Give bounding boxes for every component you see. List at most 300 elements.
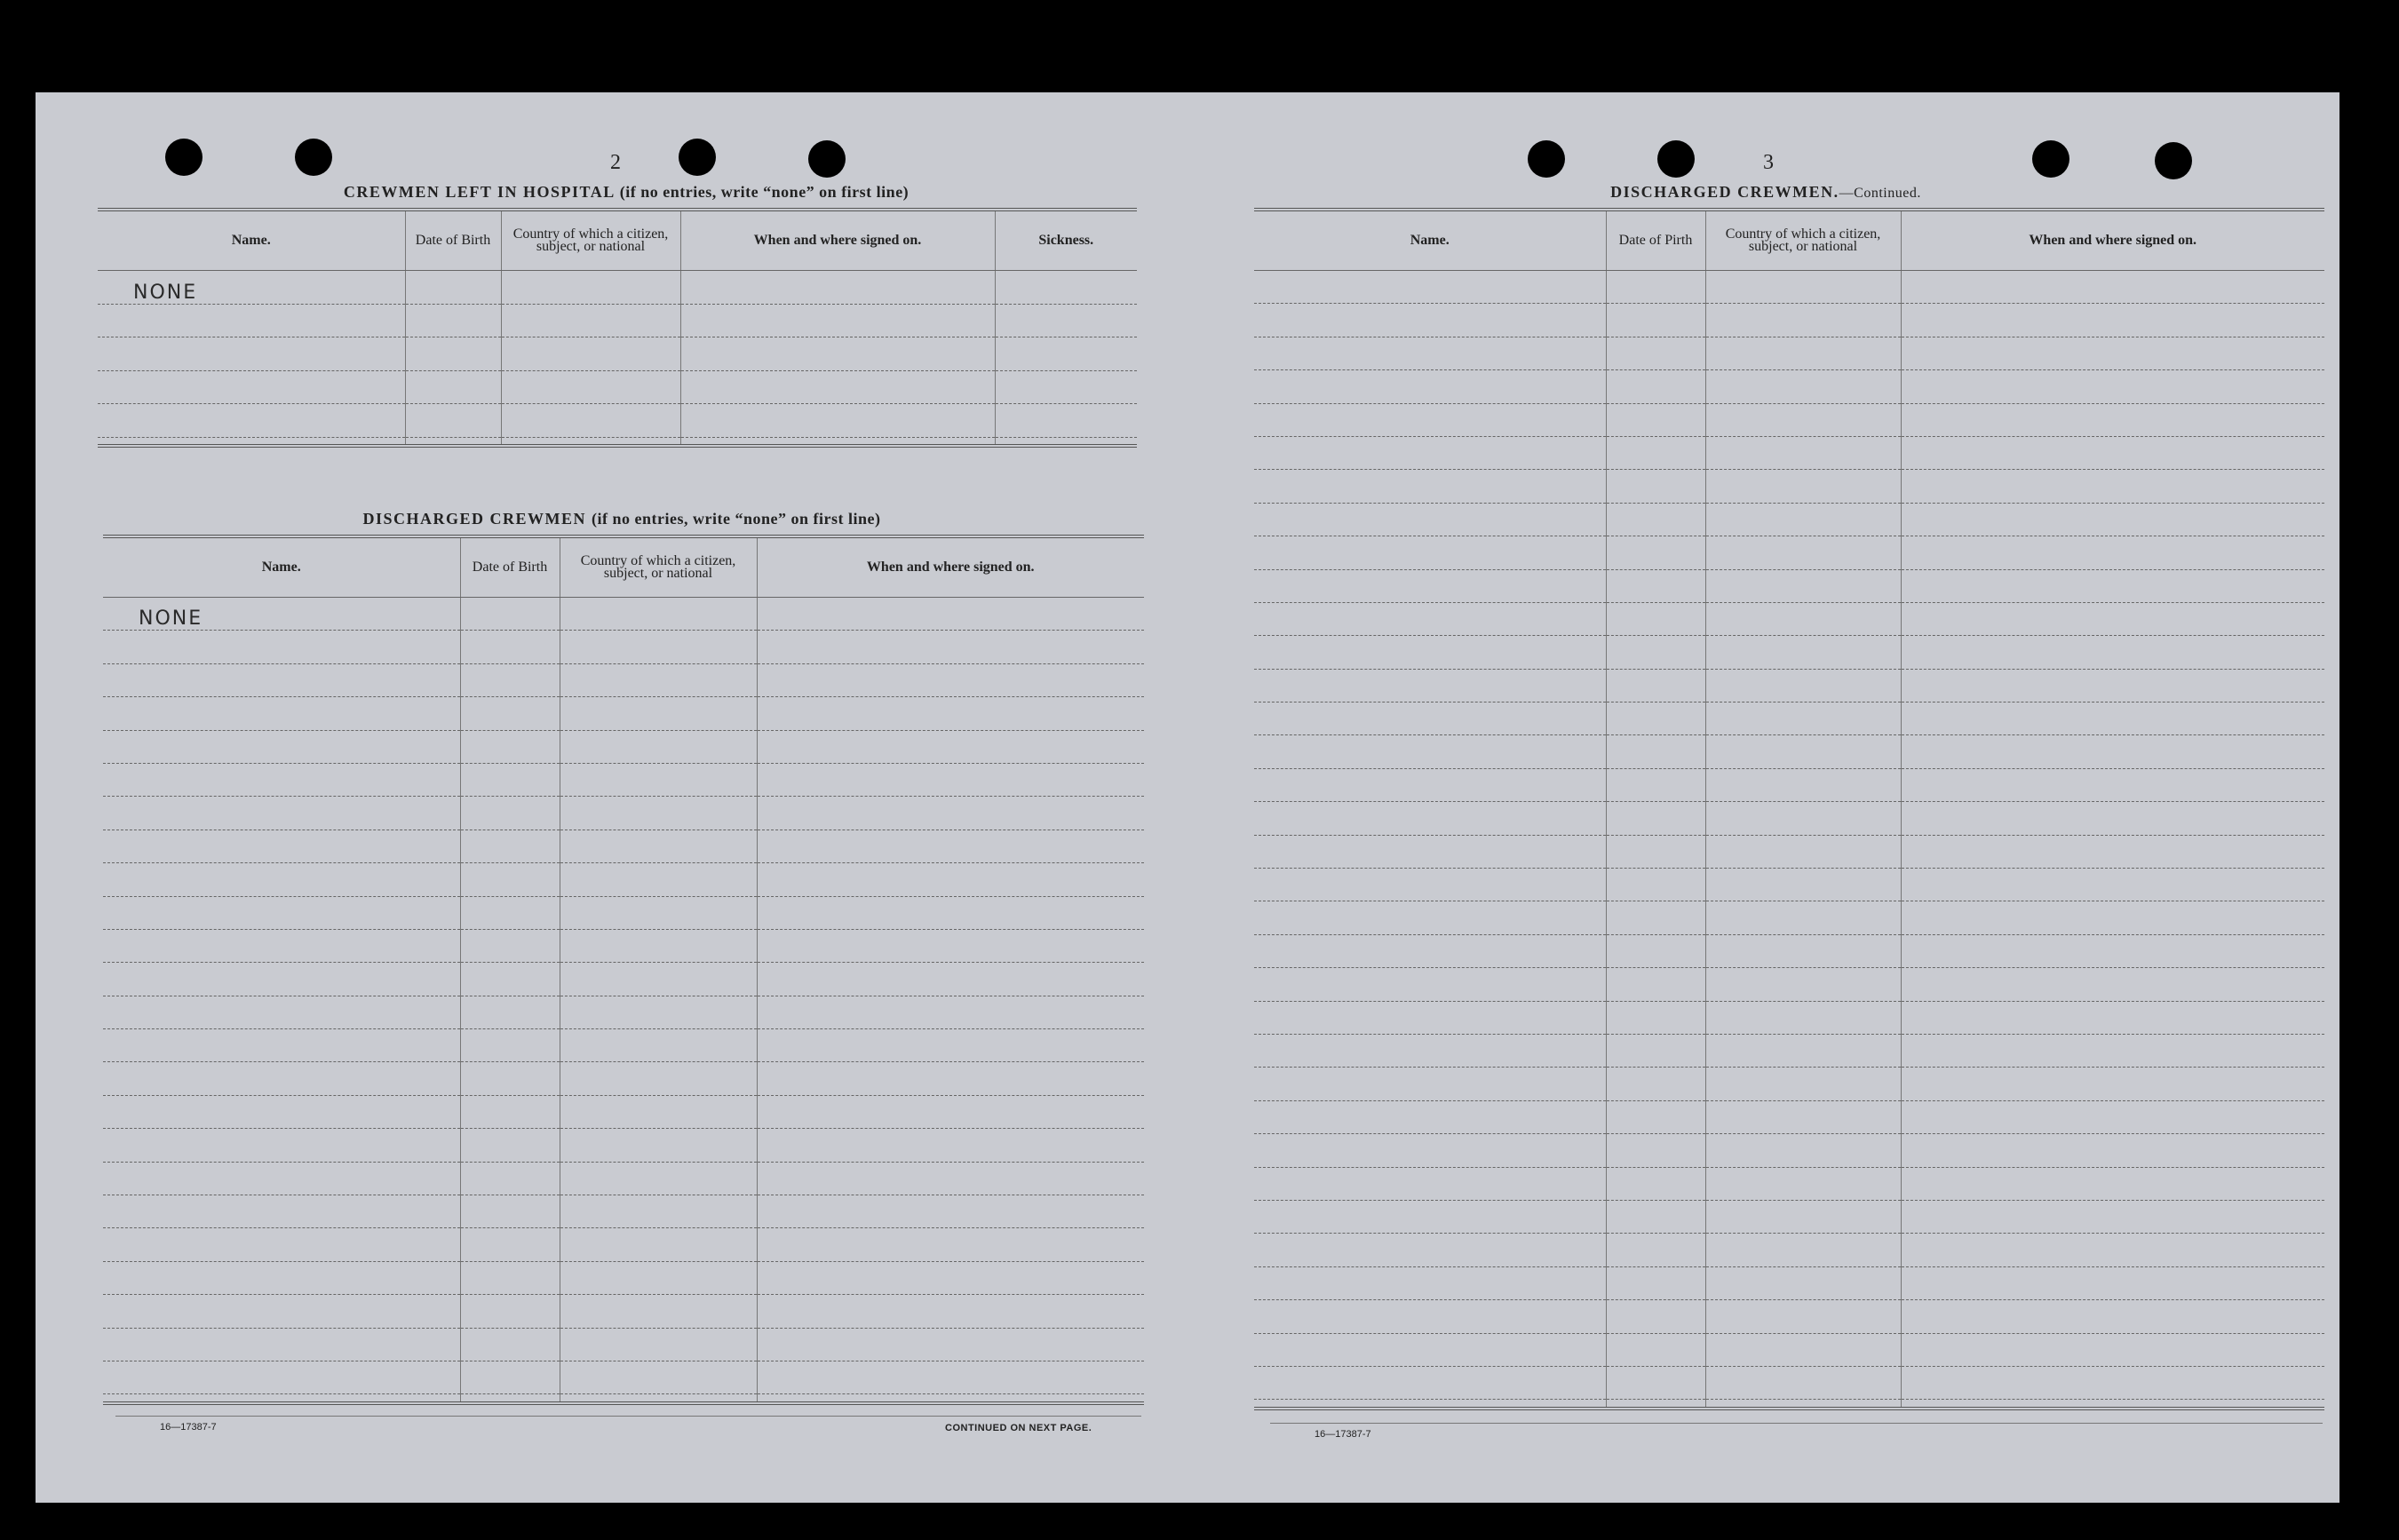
table-row bbox=[1254, 669, 2324, 702]
table-cell[interactable] bbox=[460, 1095, 560, 1128]
table-cell[interactable] bbox=[1705, 271, 1901, 304]
table-cell[interactable] bbox=[1901, 1100, 2324, 1133]
table-cell[interactable] bbox=[1901, 636, 2324, 669]
table-row bbox=[1254, 735, 2324, 768]
table-cell[interactable] bbox=[103, 963, 460, 996]
table-row bbox=[1254, 768, 2324, 801]
table-cell[interactable] bbox=[560, 797, 757, 830]
table-cell[interactable] bbox=[560, 598, 757, 631]
table-cell[interactable] bbox=[680, 370, 995, 404]
page-number-right: 3 bbox=[1763, 151, 1774, 174]
table-row bbox=[103, 896, 1144, 929]
table-row bbox=[98, 304, 1137, 337]
table-row bbox=[1254, 1167, 2324, 1200]
table-cell[interactable] bbox=[757, 963, 1144, 996]
punch-hole bbox=[2155, 142, 2192, 179]
table-cell[interactable] bbox=[995, 370, 1137, 404]
table-cell[interactable] bbox=[1606, 1167, 1705, 1200]
table-cell[interactable] bbox=[995, 271, 1137, 305]
table-cell[interactable] bbox=[1606, 901, 1705, 934]
table-cell[interactable] bbox=[1901, 503, 2324, 536]
table-cell[interactable] bbox=[1254, 934, 1606, 967]
table-cell[interactable] bbox=[560, 697, 757, 730]
punch-hole bbox=[1528, 140, 1565, 178]
table-cell[interactable] bbox=[1606, 802, 1705, 835]
table-cell[interactable] bbox=[1606, 1200, 1705, 1233]
table-cell[interactable] bbox=[1254, 1001, 1606, 1034]
table-cell[interactable] bbox=[560, 1261, 757, 1294]
table-cell[interactable] bbox=[1705, 1200, 1901, 1233]
table-cell[interactable] bbox=[1606, 934, 1705, 967]
table-cell[interactable] bbox=[103, 1062, 460, 1095]
table-cell[interactable] bbox=[103, 1228, 460, 1261]
table-cell[interactable] bbox=[1606, 1001, 1705, 1034]
table-cell[interactable] bbox=[460, 598, 560, 631]
table-cell[interactable] bbox=[405, 370, 501, 404]
col-header-name: Name. bbox=[1254, 210, 1606, 271]
table-cell[interactable] bbox=[1705, 636, 1901, 669]
table-cell[interactable] bbox=[1705, 802, 1901, 835]
table-cell[interactable] bbox=[460, 929, 560, 962]
table-cell[interactable] bbox=[460, 730, 560, 763]
table-cell[interactable] bbox=[501, 337, 680, 371]
table-cell[interactable] bbox=[98, 304, 405, 337]
table-cell[interactable] bbox=[1705, 304, 1901, 337]
table-cell[interactable] bbox=[501, 271, 680, 305]
table-cell[interactable] bbox=[1901, 934, 2324, 967]
hospital-title-note: (if no entries, write “none” on first line) bbox=[619, 183, 910, 201]
table-cell[interactable] bbox=[103, 1361, 460, 1393]
table-row bbox=[1254, 1300, 2324, 1333]
form-sheet bbox=[36, 92, 2339, 1503]
table-cell[interactable] bbox=[501, 404, 680, 438]
table-cell[interactable] bbox=[1901, 1234, 2324, 1266]
table-cell[interactable] bbox=[757, 730, 1144, 763]
table-row bbox=[103, 697, 1144, 730]
table-cell[interactable] bbox=[103, 663, 460, 696]
table-cell[interactable] bbox=[1705, 735, 1901, 768]
table-cell[interactable] bbox=[1901, 968, 2324, 1001]
table-cell[interactable] bbox=[560, 896, 757, 929]
table-cell[interactable] bbox=[460, 1228, 560, 1261]
table-cell[interactable] bbox=[757, 697, 1144, 730]
table-cell[interactable] bbox=[757, 763, 1144, 796]
table-cell[interactable] bbox=[560, 1228, 757, 1261]
table-cell[interactable] bbox=[1606, 337, 1705, 369]
table-cell[interactable] bbox=[1254, 602, 1606, 635]
table-cell[interactable] bbox=[1901, 536, 2324, 569]
table-cell[interactable] bbox=[757, 1162, 1144, 1195]
table-cell[interactable] bbox=[405, 271, 501, 305]
table-cell[interactable] bbox=[757, 663, 1144, 696]
table-cell[interactable] bbox=[1705, 968, 1901, 1001]
table-cell[interactable] bbox=[680, 337, 995, 371]
table-cell[interactable] bbox=[1705, 835, 1901, 868]
table-cell[interactable] bbox=[1254, 1068, 1606, 1100]
table-cell bbox=[501, 437, 680, 446]
table-row bbox=[103, 663, 1144, 696]
table-cell[interactable] bbox=[1705, 403, 1901, 436]
table-cell[interactable] bbox=[1705, 901, 1901, 934]
table-cell[interactable] bbox=[1705, 370, 1901, 403]
table-cell[interactable] bbox=[1901, 403, 2324, 436]
table-cell[interactable] bbox=[460, 1361, 560, 1393]
table-cell[interactable] bbox=[995, 304, 1137, 337]
table-cell[interactable] bbox=[1705, 1034, 1901, 1067]
table-cell[interactable] bbox=[757, 631, 1144, 663]
table-cell[interactable] bbox=[1606, 636, 1705, 669]
table-cell[interactable] bbox=[460, 830, 560, 862]
table-cell[interactable] bbox=[103, 996, 460, 1028]
table-cell[interactable] bbox=[560, 929, 757, 962]
table-cell[interactable] bbox=[1901, 1300, 2324, 1333]
table-cell[interactable] bbox=[460, 1162, 560, 1195]
table-cell[interactable] bbox=[98, 337, 405, 371]
table-cell[interactable] bbox=[560, 963, 757, 996]
table-cell[interactable] bbox=[405, 304, 501, 337]
table-cell[interactable] bbox=[460, 963, 560, 996]
table-row bbox=[103, 1295, 1144, 1328]
table-cell[interactable] bbox=[460, 763, 560, 796]
col-header-date-of-birth: Date of Pirth bbox=[1606, 210, 1705, 271]
table-cell[interactable] bbox=[103, 697, 460, 730]
punch-hole bbox=[1657, 140, 1695, 178]
table-cell[interactable] bbox=[1901, 901, 2324, 934]
table-cell[interactable] bbox=[1606, 703, 1705, 735]
table-cell[interactable] bbox=[1606, 1068, 1705, 1100]
table-cell[interactable] bbox=[1254, 304, 1606, 337]
table-cell[interactable] bbox=[103, 1328, 460, 1361]
table-cell[interactable] bbox=[1901, 1001, 2324, 1034]
table-cell[interactable] bbox=[1901, 1200, 2324, 1233]
table-cell[interactable] bbox=[460, 863, 560, 896]
table-cell[interactable] bbox=[1606, 1366, 1705, 1399]
table-cell[interactable] bbox=[1705, 436, 1901, 469]
table-cell[interactable] bbox=[1254, 1167, 1606, 1200]
table-cell[interactable] bbox=[1254, 536, 1606, 569]
table-cell[interactable] bbox=[757, 598, 1144, 631]
table-cell[interactable] bbox=[1606, 835, 1705, 868]
table-cell[interactable] bbox=[1606, 271, 1705, 304]
table-cell[interactable] bbox=[1705, 569, 1901, 602]
table-cell[interactable] bbox=[98, 404, 405, 438]
table-cell[interactable] bbox=[1705, 1333, 1901, 1366]
table-cell[interactable] bbox=[1606, 1333, 1705, 1366]
table-cell[interactable] bbox=[1254, 1300, 1606, 1333]
table-cell[interactable] bbox=[560, 763, 757, 796]
table-row bbox=[103, 963, 1144, 996]
table-cell[interactable] bbox=[1254, 1366, 1606, 1399]
table-cell[interactable] bbox=[1254, 703, 1606, 735]
table-cell[interactable] bbox=[1705, 1300, 1901, 1333]
table-cell[interactable] bbox=[1606, 569, 1705, 602]
table-cell[interactable] bbox=[560, 1361, 757, 1393]
table-row bbox=[1254, 403, 2324, 436]
table-cell[interactable] bbox=[1705, 536, 1901, 569]
table-cell[interactable] bbox=[1254, 735, 1606, 768]
table-cell[interactable] bbox=[1606, 869, 1705, 901]
table-cell[interactable] bbox=[560, 1029, 757, 1062]
table-cell[interactable] bbox=[1606, 968, 1705, 1001]
table-cell[interactable] bbox=[1606, 669, 1705, 702]
table-cell[interactable] bbox=[1705, 1366, 1901, 1399]
table-cell[interactable] bbox=[560, 996, 757, 1028]
table-row bbox=[1254, 968, 2324, 1001]
table-cell[interactable] bbox=[757, 797, 1144, 830]
table-cell[interactable] bbox=[1705, 703, 1901, 735]
table-cell[interactable] bbox=[460, 1029, 560, 1062]
table-cell[interactable] bbox=[460, 1129, 560, 1162]
table-cell[interactable] bbox=[757, 1361, 1144, 1393]
handwritten-entry[interactable]: NONE bbox=[103, 598, 460, 631]
table-cell[interactable] bbox=[460, 631, 560, 663]
table-cell[interactable] bbox=[1254, 1234, 1606, 1266]
table-cell[interactable] bbox=[560, 863, 757, 896]
discharged-title-text: DISCHARGED CREWMEN bbox=[362, 510, 587, 528]
table-cell[interactable] bbox=[1254, 403, 1606, 436]
table-cell bbox=[405, 437, 501, 446]
table-cell[interactable] bbox=[1901, 271, 2324, 304]
table-cell[interactable] bbox=[1254, 1333, 1606, 1366]
table-cell[interactable] bbox=[1254, 1100, 1606, 1133]
table-cell[interactable] bbox=[757, 1228, 1144, 1261]
table-cell[interactable] bbox=[1901, 835, 2324, 868]
table-cell[interactable] bbox=[1705, 1100, 1901, 1133]
punch-hole bbox=[679, 139, 716, 176]
table-cell bbox=[680, 437, 995, 446]
table-cell[interactable] bbox=[103, 1195, 460, 1228]
table-cell[interactable] bbox=[1901, 602, 2324, 635]
table-cell[interactable] bbox=[1705, 602, 1901, 635]
table-cell[interactable] bbox=[460, 1261, 560, 1294]
handwritten-entry[interactable]: NONE bbox=[98, 271, 405, 305]
table-cell[interactable] bbox=[1901, 569, 2324, 602]
table-row bbox=[1254, 337, 2324, 369]
table-row bbox=[103, 763, 1144, 796]
table-cell[interactable] bbox=[1254, 470, 1606, 503]
table-cell[interactable] bbox=[1254, 835, 1606, 868]
table-cell[interactable] bbox=[103, 1029, 460, 1062]
table-cell[interactable] bbox=[1254, 337, 1606, 369]
table-cell[interactable] bbox=[1705, 337, 1901, 369]
table-cell[interactable] bbox=[1254, 768, 1606, 801]
table-cell[interactable] bbox=[1705, 470, 1901, 503]
table-row bbox=[1254, 835, 2324, 868]
table-cell[interactable] bbox=[560, 830, 757, 862]
table-cell[interactable] bbox=[1254, 636, 1606, 669]
table-cell[interactable] bbox=[1901, 869, 2324, 901]
table-cell[interactable] bbox=[1705, 1234, 1901, 1266]
table-cell[interactable] bbox=[757, 1062, 1144, 1095]
table-cell[interactable] bbox=[560, 1328, 757, 1361]
table-cell[interactable] bbox=[1254, 1134, 1606, 1167]
table-row bbox=[103, 1361, 1144, 1393]
table-cell[interactable] bbox=[501, 304, 680, 337]
table-cell[interactable] bbox=[757, 1295, 1144, 1328]
table-cell[interactable] bbox=[1705, 1134, 1901, 1167]
table-cell[interactable] bbox=[1606, 1134, 1705, 1167]
table-cell[interactable] bbox=[1901, 669, 2324, 702]
table-cell[interactable] bbox=[995, 404, 1137, 438]
table-cell[interactable] bbox=[560, 663, 757, 696]
table-cell[interactable] bbox=[1254, 569, 1606, 602]
table-cell[interactable] bbox=[1705, 503, 1901, 536]
table-cell[interactable] bbox=[1901, 735, 2324, 768]
table-cell[interactable] bbox=[1901, 470, 2324, 503]
table-cell[interactable] bbox=[1705, 1167, 1901, 1200]
table-cell[interactable] bbox=[103, 1162, 460, 1195]
table-cell[interactable] bbox=[680, 271, 995, 305]
table-cell[interactable] bbox=[1606, 1266, 1705, 1299]
table-cell[interactable] bbox=[1901, 304, 2324, 337]
table-cell[interactable] bbox=[501, 370, 680, 404]
table-cell[interactable] bbox=[757, 1328, 1144, 1361]
table-cell[interactable] bbox=[757, 1095, 1144, 1128]
table-cell[interactable] bbox=[1901, 1034, 2324, 1067]
table-cell[interactable] bbox=[103, 631, 460, 663]
table-cell[interactable] bbox=[757, 1261, 1144, 1294]
table-cell[interactable] bbox=[1254, 370, 1606, 403]
table-cell[interactable] bbox=[757, 1195, 1144, 1228]
table-cell[interactable] bbox=[103, 1261, 460, 1294]
table-cell[interactable] bbox=[560, 730, 757, 763]
table-cell[interactable] bbox=[1901, 1366, 2324, 1399]
table-cell[interactable] bbox=[1254, 968, 1606, 1001]
table-cell[interactable] bbox=[757, 896, 1144, 929]
table-cell[interactable] bbox=[1254, 271, 1606, 304]
table-cell[interactable] bbox=[1606, 304, 1705, 337]
table-cell[interactable] bbox=[1705, 1266, 1901, 1299]
table-cell[interactable] bbox=[560, 1062, 757, 1095]
table-row bbox=[1254, 934, 2324, 967]
table-cell[interactable] bbox=[757, 830, 1144, 862]
table-cell bbox=[98, 437, 405, 446]
table-cell[interactable] bbox=[1254, 503, 1606, 536]
table-cell[interactable] bbox=[1606, 1234, 1705, 1266]
table-cell[interactable] bbox=[1901, 370, 2324, 403]
table-cell[interactable] bbox=[103, 1129, 460, 1162]
table-cell[interactable] bbox=[1901, 768, 2324, 801]
table-cell[interactable] bbox=[757, 1029, 1144, 1062]
table-cell[interactable] bbox=[1705, 869, 1901, 901]
hospital-title-text: CREWMEN LEFT IN HOSPITAL bbox=[343, 183, 615, 201]
table-cell[interactable] bbox=[405, 337, 501, 371]
table-cell[interactable] bbox=[103, 863, 460, 896]
table-cell[interactable] bbox=[1606, 1300, 1705, 1333]
table-cell[interactable] bbox=[103, 1295, 460, 1328]
table-cell[interactable] bbox=[1254, 669, 1606, 702]
table-cell[interactable] bbox=[560, 1295, 757, 1328]
table-cell[interactable] bbox=[103, 896, 460, 929]
table-cell[interactable] bbox=[560, 1129, 757, 1162]
table-cell[interactable] bbox=[680, 304, 995, 337]
table-cell[interactable] bbox=[1254, 1034, 1606, 1067]
table-cell[interactable] bbox=[1606, 1100, 1705, 1133]
table-cell[interactable] bbox=[405, 404, 501, 438]
table-cell[interactable] bbox=[995, 337, 1137, 371]
table-cell[interactable] bbox=[460, 996, 560, 1028]
table-row bbox=[103, 598, 1144, 631]
table-cell[interactable] bbox=[560, 1095, 757, 1128]
table-row bbox=[103, 1029, 1144, 1062]
table-cell[interactable] bbox=[1705, 669, 1901, 702]
table-cell[interactable] bbox=[103, 1095, 460, 1128]
table-cell[interactable] bbox=[1254, 869, 1606, 901]
table-cell[interactable] bbox=[1901, 1333, 2324, 1366]
table-cell[interactable] bbox=[460, 1328, 560, 1361]
table-cell[interactable] bbox=[1606, 436, 1705, 469]
table-cell[interactable] bbox=[757, 929, 1144, 962]
table-cell[interactable] bbox=[680, 404, 995, 438]
table-cell bbox=[1705, 1400, 1901, 1409]
table-row bbox=[1254, 1333, 2324, 1366]
table-cell[interactable] bbox=[1901, 802, 2324, 835]
table-cell[interactable] bbox=[560, 1195, 757, 1228]
table-row bbox=[1254, 1266, 2324, 1299]
table-cell[interactable] bbox=[103, 730, 460, 763]
table-cell[interactable] bbox=[98, 370, 405, 404]
table-cell[interactable] bbox=[1254, 802, 1606, 835]
table-cell[interactable] bbox=[1254, 1200, 1606, 1233]
table-row bbox=[1254, 703, 2324, 735]
table-cell[interactable] bbox=[1606, 602, 1705, 635]
discharged-continued-title bbox=[1610, 183, 1921, 202]
table-cell[interactable] bbox=[1606, 403, 1705, 436]
table-cell[interactable] bbox=[1705, 768, 1901, 801]
footer-rule-left bbox=[115, 1416, 1141, 1417]
table-cell[interactable] bbox=[1254, 436, 1606, 469]
table-cell[interactable] bbox=[1606, 370, 1705, 403]
table-cell[interactable] bbox=[1901, 1167, 2324, 1200]
table-cell[interactable] bbox=[757, 1129, 1144, 1162]
table-cell[interactable] bbox=[560, 631, 757, 663]
table-cell[interactable] bbox=[1606, 735, 1705, 768]
table-cell[interactable] bbox=[1705, 934, 1901, 967]
table-cell bbox=[560, 1394, 757, 1403]
table-cell[interactable] bbox=[1606, 1034, 1705, 1067]
table-cell[interactable] bbox=[1254, 1266, 1606, 1299]
table-cell[interactable] bbox=[103, 797, 460, 830]
table-cell[interactable] bbox=[1606, 768, 1705, 801]
table-row-filler bbox=[98, 437, 1137, 446]
table-cell[interactable] bbox=[1606, 536, 1705, 569]
table-cell[interactable] bbox=[460, 896, 560, 929]
table-cell[interactable] bbox=[460, 797, 560, 830]
table-cell[interactable] bbox=[460, 1195, 560, 1228]
table-cell[interactable] bbox=[1254, 901, 1606, 934]
table-cell[interactable] bbox=[460, 1295, 560, 1328]
table-cell[interactable] bbox=[757, 996, 1144, 1028]
table-cell[interactable] bbox=[1901, 1266, 2324, 1299]
table-cell[interactable] bbox=[103, 929, 460, 962]
table-cell[interactable] bbox=[1606, 470, 1705, 503]
table-cell[interactable] bbox=[460, 697, 560, 730]
table-cell[interactable] bbox=[757, 863, 1144, 896]
table-cell[interactable] bbox=[1606, 503, 1705, 536]
table-cell[interactable] bbox=[1705, 1068, 1901, 1100]
table-cell[interactable] bbox=[1901, 436, 2324, 469]
table-cell[interactable] bbox=[560, 1162, 757, 1195]
table-cell[interactable] bbox=[103, 830, 460, 862]
table-cell[interactable] bbox=[1901, 337, 2324, 369]
table-cell[interactable] bbox=[1705, 1001, 1901, 1034]
table-cell[interactable] bbox=[103, 763, 460, 796]
table-cell[interactable] bbox=[460, 663, 560, 696]
table-cell[interactable] bbox=[1901, 703, 2324, 735]
table-cell[interactable] bbox=[1901, 1068, 2324, 1100]
table-cell[interactable] bbox=[460, 1062, 560, 1095]
table-cell[interactable] bbox=[1901, 1134, 2324, 1167]
